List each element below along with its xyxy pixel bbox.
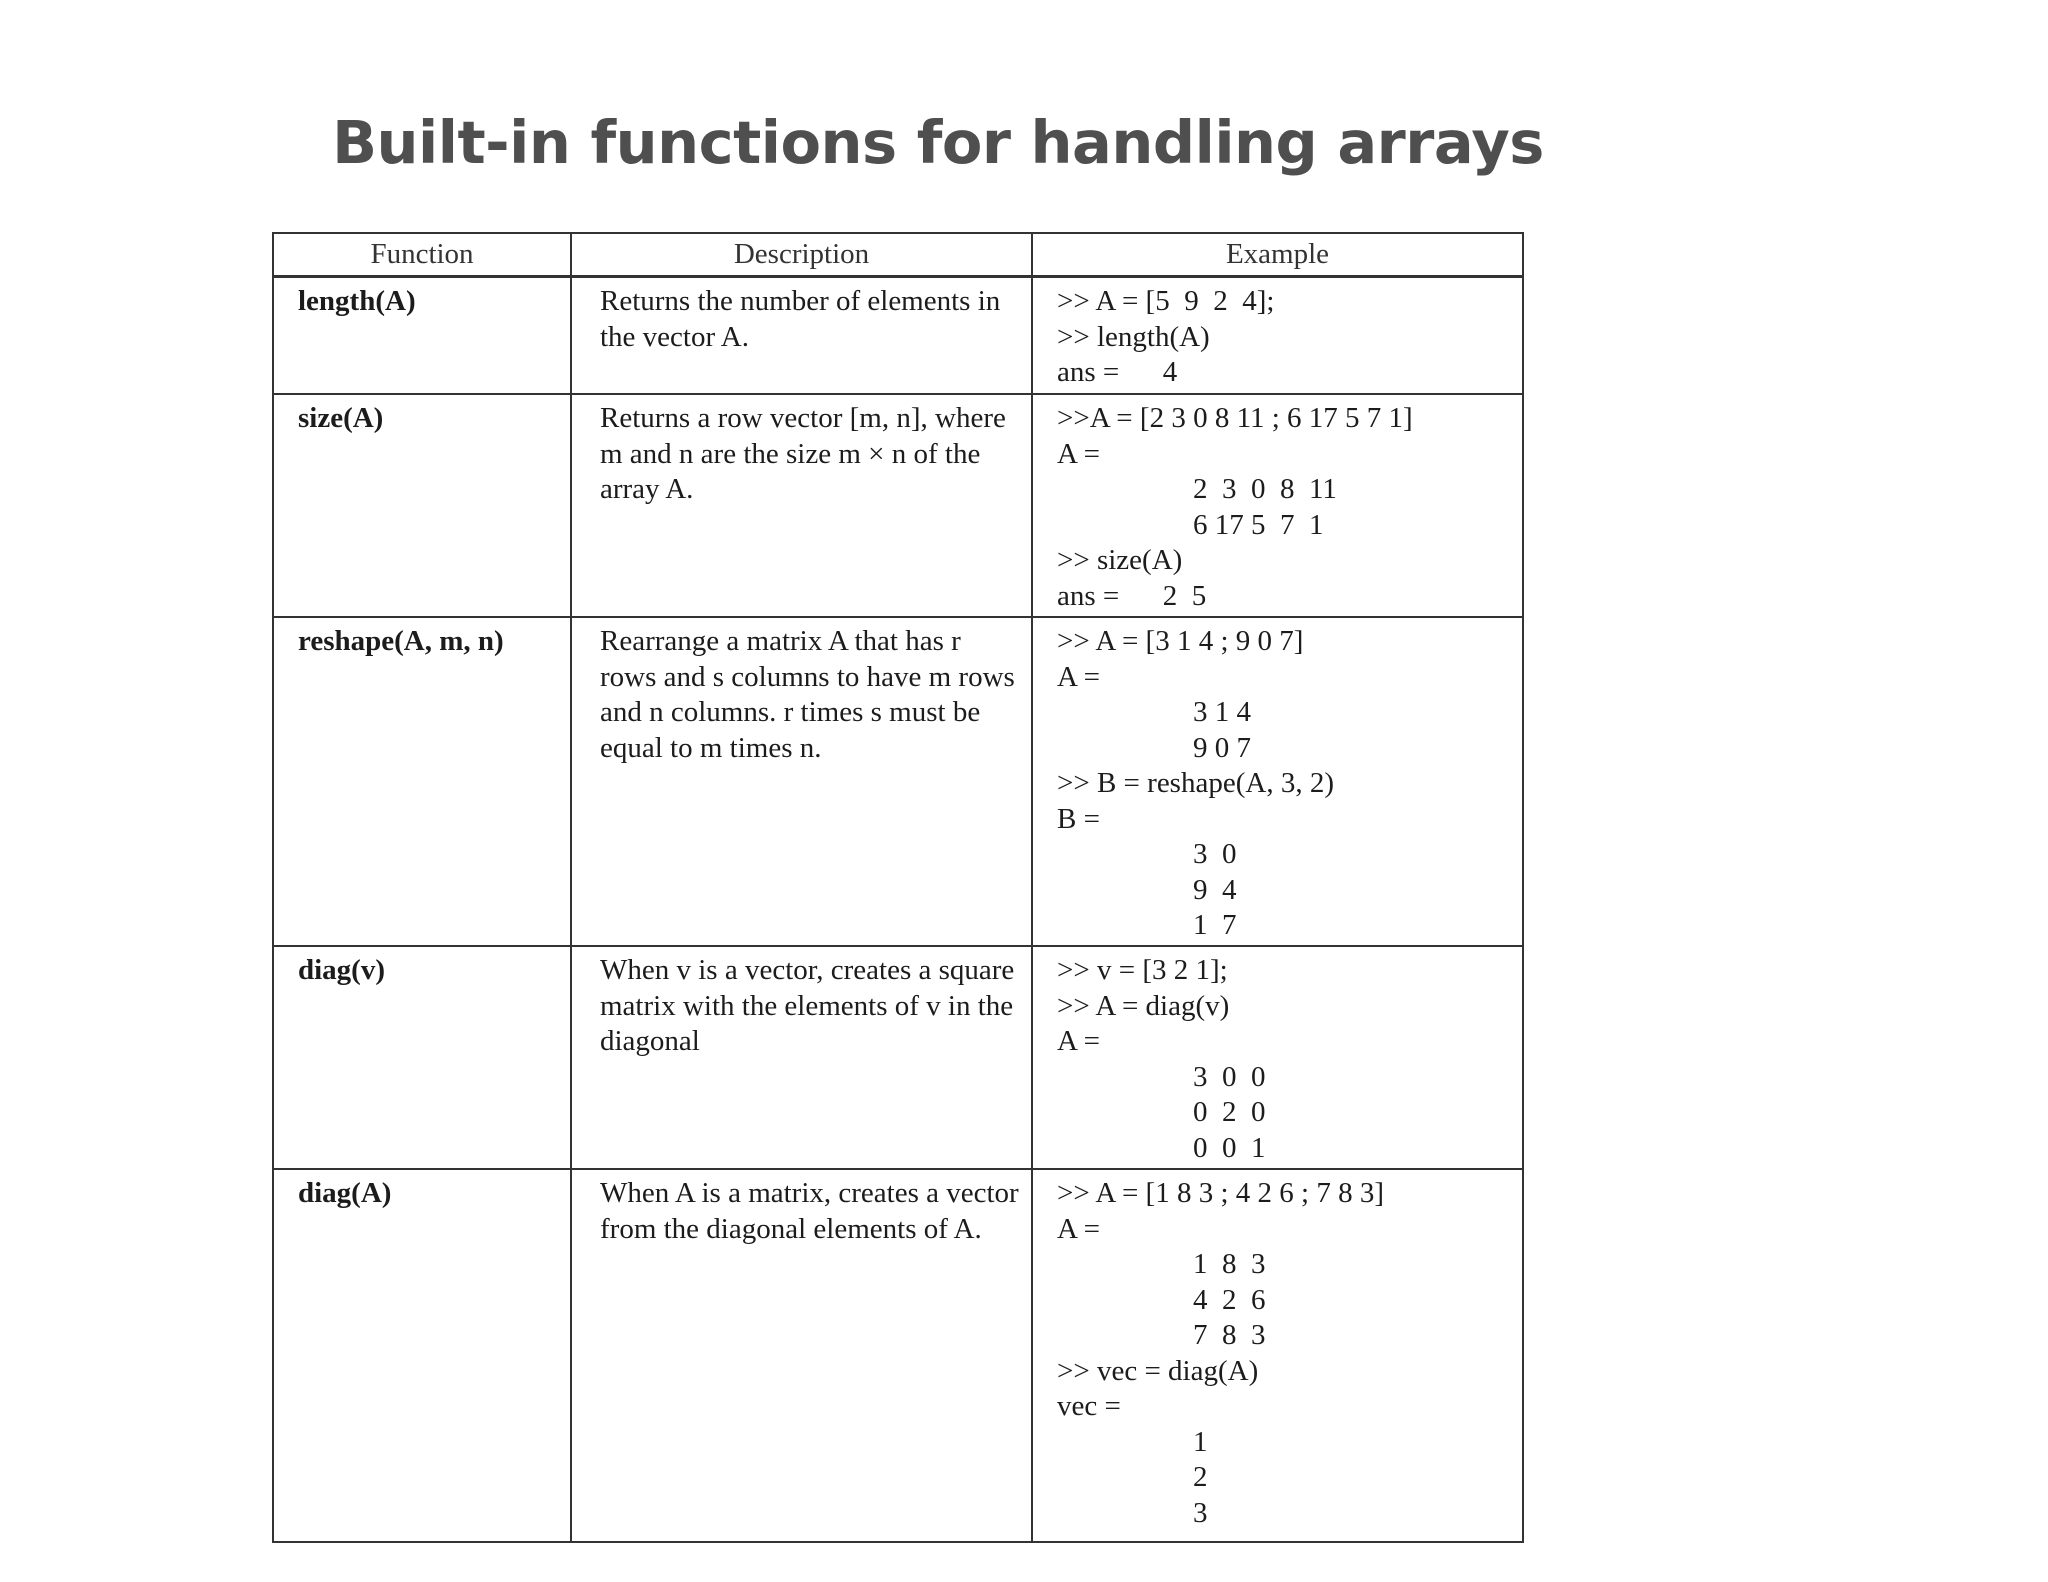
function-example — [1032, 617, 1523, 946]
example-line: 7 8 3 — [1193, 1319, 1266, 1351]
function-description: When v is a vector, creates a square matrix with the elements of v in the diagonal — [571, 946, 1032, 1169]
functions-table — [272, 232, 1524, 1543]
example-line: 2 3 0 8 11 — [1193, 473, 1337, 505]
example-line: 3 1 4 — [1193, 696, 1251, 728]
example-line: 1 8 3 — [1193, 1248, 1266, 1280]
table-row — [273, 617, 1523, 946]
example-line: >> A = [1 8 3 ; 4 2 6 ; 7 8 3] — [1057, 1177, 1384, 1209]
example-line: ans = 4 — [1057, 356, 1178, 388]
function-name: diag(A) — [273, 1169, 571, 1542]
function-description: Returns the number of elements in the vector A. — [571, 277, 1032, 395]
function-name: diag(v) — [273, 946, 571, 1169]
header-function: Function — [273, 233, 571, 277]
function-example — [1032, 946, 1523, 1169]
example-line: >> size(A) — [1057, 544, 1183, 576]
example-line: 9 0 7 — [1193, 731, 1251, 764]
table-row — [273, 1169, 1523, 1542]
example-line: 1 — [1193, 1425, 1208, 1458]
function-name: size(A) — [273, 394, 571, 617]
header-description: Description — [571, 233, 1032, 277]
function-name: length(A) — [273, 277, 571, 395]
header-example: Example — [1032, 233, 1523, 277]
example-line: >> vec = diag(A) — [1057, 1354, 1259, 1387]
function-description: Returns a row vector [m, n], where m and n are the size m × n of the array A. — [571, 394, 1032, 617]
example-line: ans = 2 5 — [1057, 579, 1207, 612]
example-line: >> v = [3 2 1]; — [1057, 954, 1228, 986]
example-line: >> B = reshape(A, 3, 2) — [1057, 767, 1334, 799]
example-line: 4 2 6 — [1193, 1283, 1266, 1316]
example-line: >>A = [2 3 0 8 11 ; 6 17 5 7 1] — [1057, 402, 1413, 434]
example-line: 3 0 — [1193, 838, 1237, 870]
example-line: 1 7 — [1193, 909, 1237, 941]
example-line: 0 0 1 — [1193, 1131, 1266, 1164]
example-line: 6 17 5 7 1 — [1193, 508, 1324, 541]
example-line: 9 4 — [1193, 873, 1237, 906]
function-example — [1032, 394, 1523, 617]
table-header-row — [273, 233, 1523, 277]
example-line: >> A = diag(v) — [1057, 989, 1230, 1022]
example-line: >> length(A) — [1057, 320, 1210, 353]
slide-title: Built-in functions for handling arrays — [332, 108, 1544, 177]
function-description: Rearrange a matrix A that has r rows and s columns to have m rows and n columns. r times s must be equal to m times n. — [571, 617, 1032, 946]
example-line: >> A = [5 9 2 4]; — [1057, 285, 1275, 317]
table-row — [273, 946, 1523, 1169]
function-description: When A is a matrix, creates a vector from the diagonal elements of A. — [571, 1169, 1032, 1542]
function-name: reshape(A, m, n) — [273, 617, 571, 946]
example-line: 2 — [1193, 1461, 1208, 1493]
example-line: vec = — [1057, 1390, 1121, 1422]
example-line: B = — [1057, 802, 1100, 835]
example-line: 0 2 0 — [1193, 1096, 1266, 1128]
example-line: A = — [1057, 1212, 1100, 1245]
example-line: 3 — [1193, 1496, 1208, 1529]
example-line: A = — [1057, 437, 1100, 470]
function-example — [1032, 277, 1523, 395]
example-line: >> A = [3 1 4 ; 9 0 7] — [1057, 625, 1304, 657]
example-line: A = — [1057, 1025, 1100, 1057]
table-row — [273, 394, 1523, 617]
example-line: A = — [1057, 660, 1100, 693]
example-line: 3 0 0 — [1193, 1060, 1266, 1093]
function-example — [1032, 1169, 1523, 1542]
table-row — [273, 277, 1523, 395]
